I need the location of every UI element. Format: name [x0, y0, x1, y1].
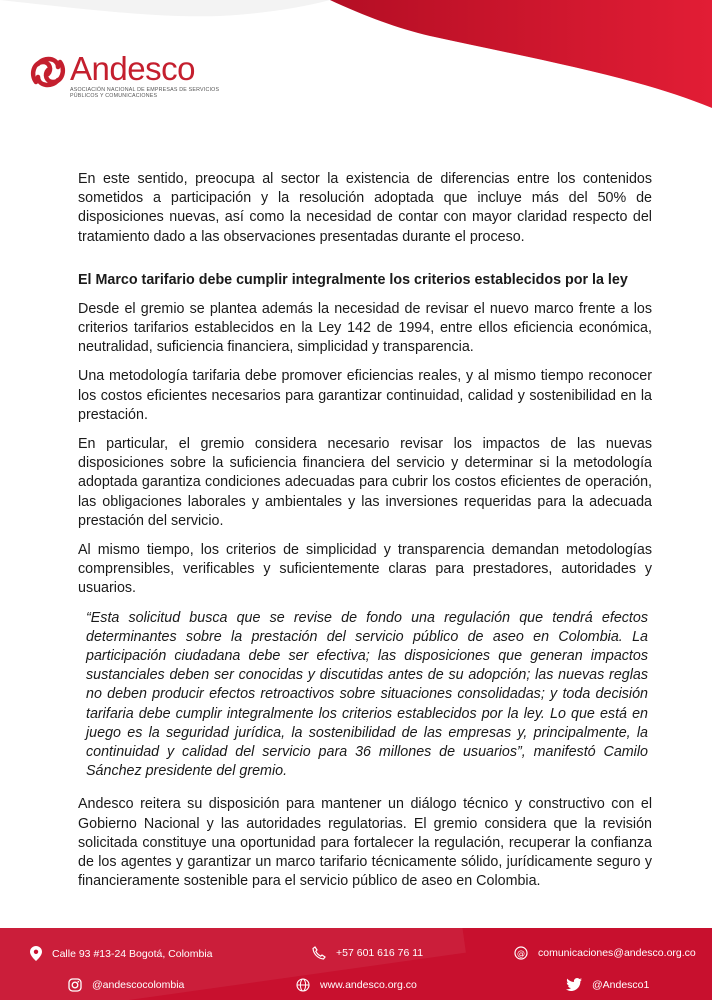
document-body [78, 170, 652, 902]
paragraph-1: En este sentido, preocupa al sector la existencia de diferencias entre los contenidos sometidos a participación y la resolución adoptada que incluye más del 50% de disposiciones nuevas, así como la necesidad de contar con mayor claridad respecto del tratamiento dado a las observaciones presentadas durante el proceso. [78, 171, 652, 245]
phone-text: +57 601 616 76 11 [336, 947, 424, 959]
brand-subtitle: ASOCIACIÓN NACIONAL DE EMPRESAS DE SERVICIOS PÚBLICOS Y COMUNICACIONES [70, 87, 220, 99]
instagram-text[interactable]: @andescocolombia [92, 979, 185, 991]
page-header [0, 0, 712, 150]
quote-paragraph: “Esta solicitud busca que se revise de fondo una regulación que tendrá efectos determinantes sobre la prestación del servicio público de aseo en Colombia. La participación ciudadana debe ser efectiva; las disposiciones que generan impactos sustanciales deben ser conocidas y discutidas antes de su adopción; las nuevas reglas no deben producir efectos retroactivos sobre situaciones consolidadas; y toda decisión tarifaria debe cumplir integralmente los criterios establecidos por la ley. Lo que está en juego es la seguridad jurídica, la sostenibilidad de las empresas y, principalmente, la continuidad y calidad del servicio para 36 millones de usuarios”, manifestó Camilo Sánchez presidente del gremio. [86, 609, 648, 780]
paragraph-5: Al mismo tiempo, los criterios de simplicidad y transparencia demandan metodologías comprensibles, verificables y suficientemente claras para prestadores, autoridades y usuarios. [78, 542, 652, 597]
svg-text:@: @ [517, 949, 525, 958]
twitter-text[interactable]: @Andesco1 [592, 978, 650, 991]
brand-name: Andesco [70, 50, 195, 87]
footer-address [30, 946, 213, 961]
paragraph-3: Una metodología tarifaria debe promover eficiencias reales, y al mismo tiempo reconocer los costos eficientes necesarios para garantizar continuidad, calidad y sostenibilidad en la prestación. [78, 368, 652, 423]
section-heading: El Marco tarifario debe cumplir integralmente los criterios establecidos por la ley [78, 271, 628, 288]
phone-icon [312, 946, 326, 960]
location-pin-icon [30, 946, 42, 961]
page-footer [0, 928, 712, 1000]
andesco-logo-mark-icon [28, 52, 68, 92]
andesco-logo [28, 52, 228, 108]
footer-twitter[interactable] [566, 978, 649, 991]
paragraph-4: En particular, el gremio considera necesario revisar los impactos de las nuevas disposiciones sobre la suficiencia financiera del servicio y determinar si la metodología adoptada garantiza condiciones adecuadas para cubrir los costos eficientes de operación, las obligaciones laborales y ambientales y las inversiones requeridas para la adecuada prestación del servicio. [78, 436, 652, 529]
footer-phone [312, 946, 423, 960]
footer-instagram[interactable] [68, 978, 184, 992]
website-text[interactable]: www.andesco.org.co [320, 979, 417, 991]
twitter-bird-icon [566, 978, 582, 991]
paragraph-2: Desde el gremio se plantea además la necesidad de revisar el nuevo marco frente a los criterios tarifarios establecidos en la Ley 142 de 1994, entre ellos eficiencia económica, neutralidad, suficiencia financiera, simplicidad y transparencia. [78, 300, 652, 356]
footer-website[interactable] [296, 978, 417, 992]
globe-icon [296, 978, 310, 992]
paragraph-6: Andesco reitera su disposición para mantener un diálogo técnico y constructivo con el Gobierno Nacional y las autoridades regulatorias. El gremio considera que la revisión solicitada constituye una oportunidad para fortalecer la regulación, recuperar la confianza de los agentes y garantizar un marco tarifario técnicamente sólido, jurídicamente seguro y financieramente sostenible para el servicio público de aseo en Colombia. [78, 796, 652, 890]
instagram-icon [68, 978, 82, 992]
footer-email[interactable] [514, 946, 696, 960]
email-text[interactable]: comunicaciones@andesco.org.co [538, 947, 696, 959]
address-text: Calle 93 #13-24 Bogotá, Colombia [52, 947, 213, 960]
email-at-icon [514, 946, 528, 960]
